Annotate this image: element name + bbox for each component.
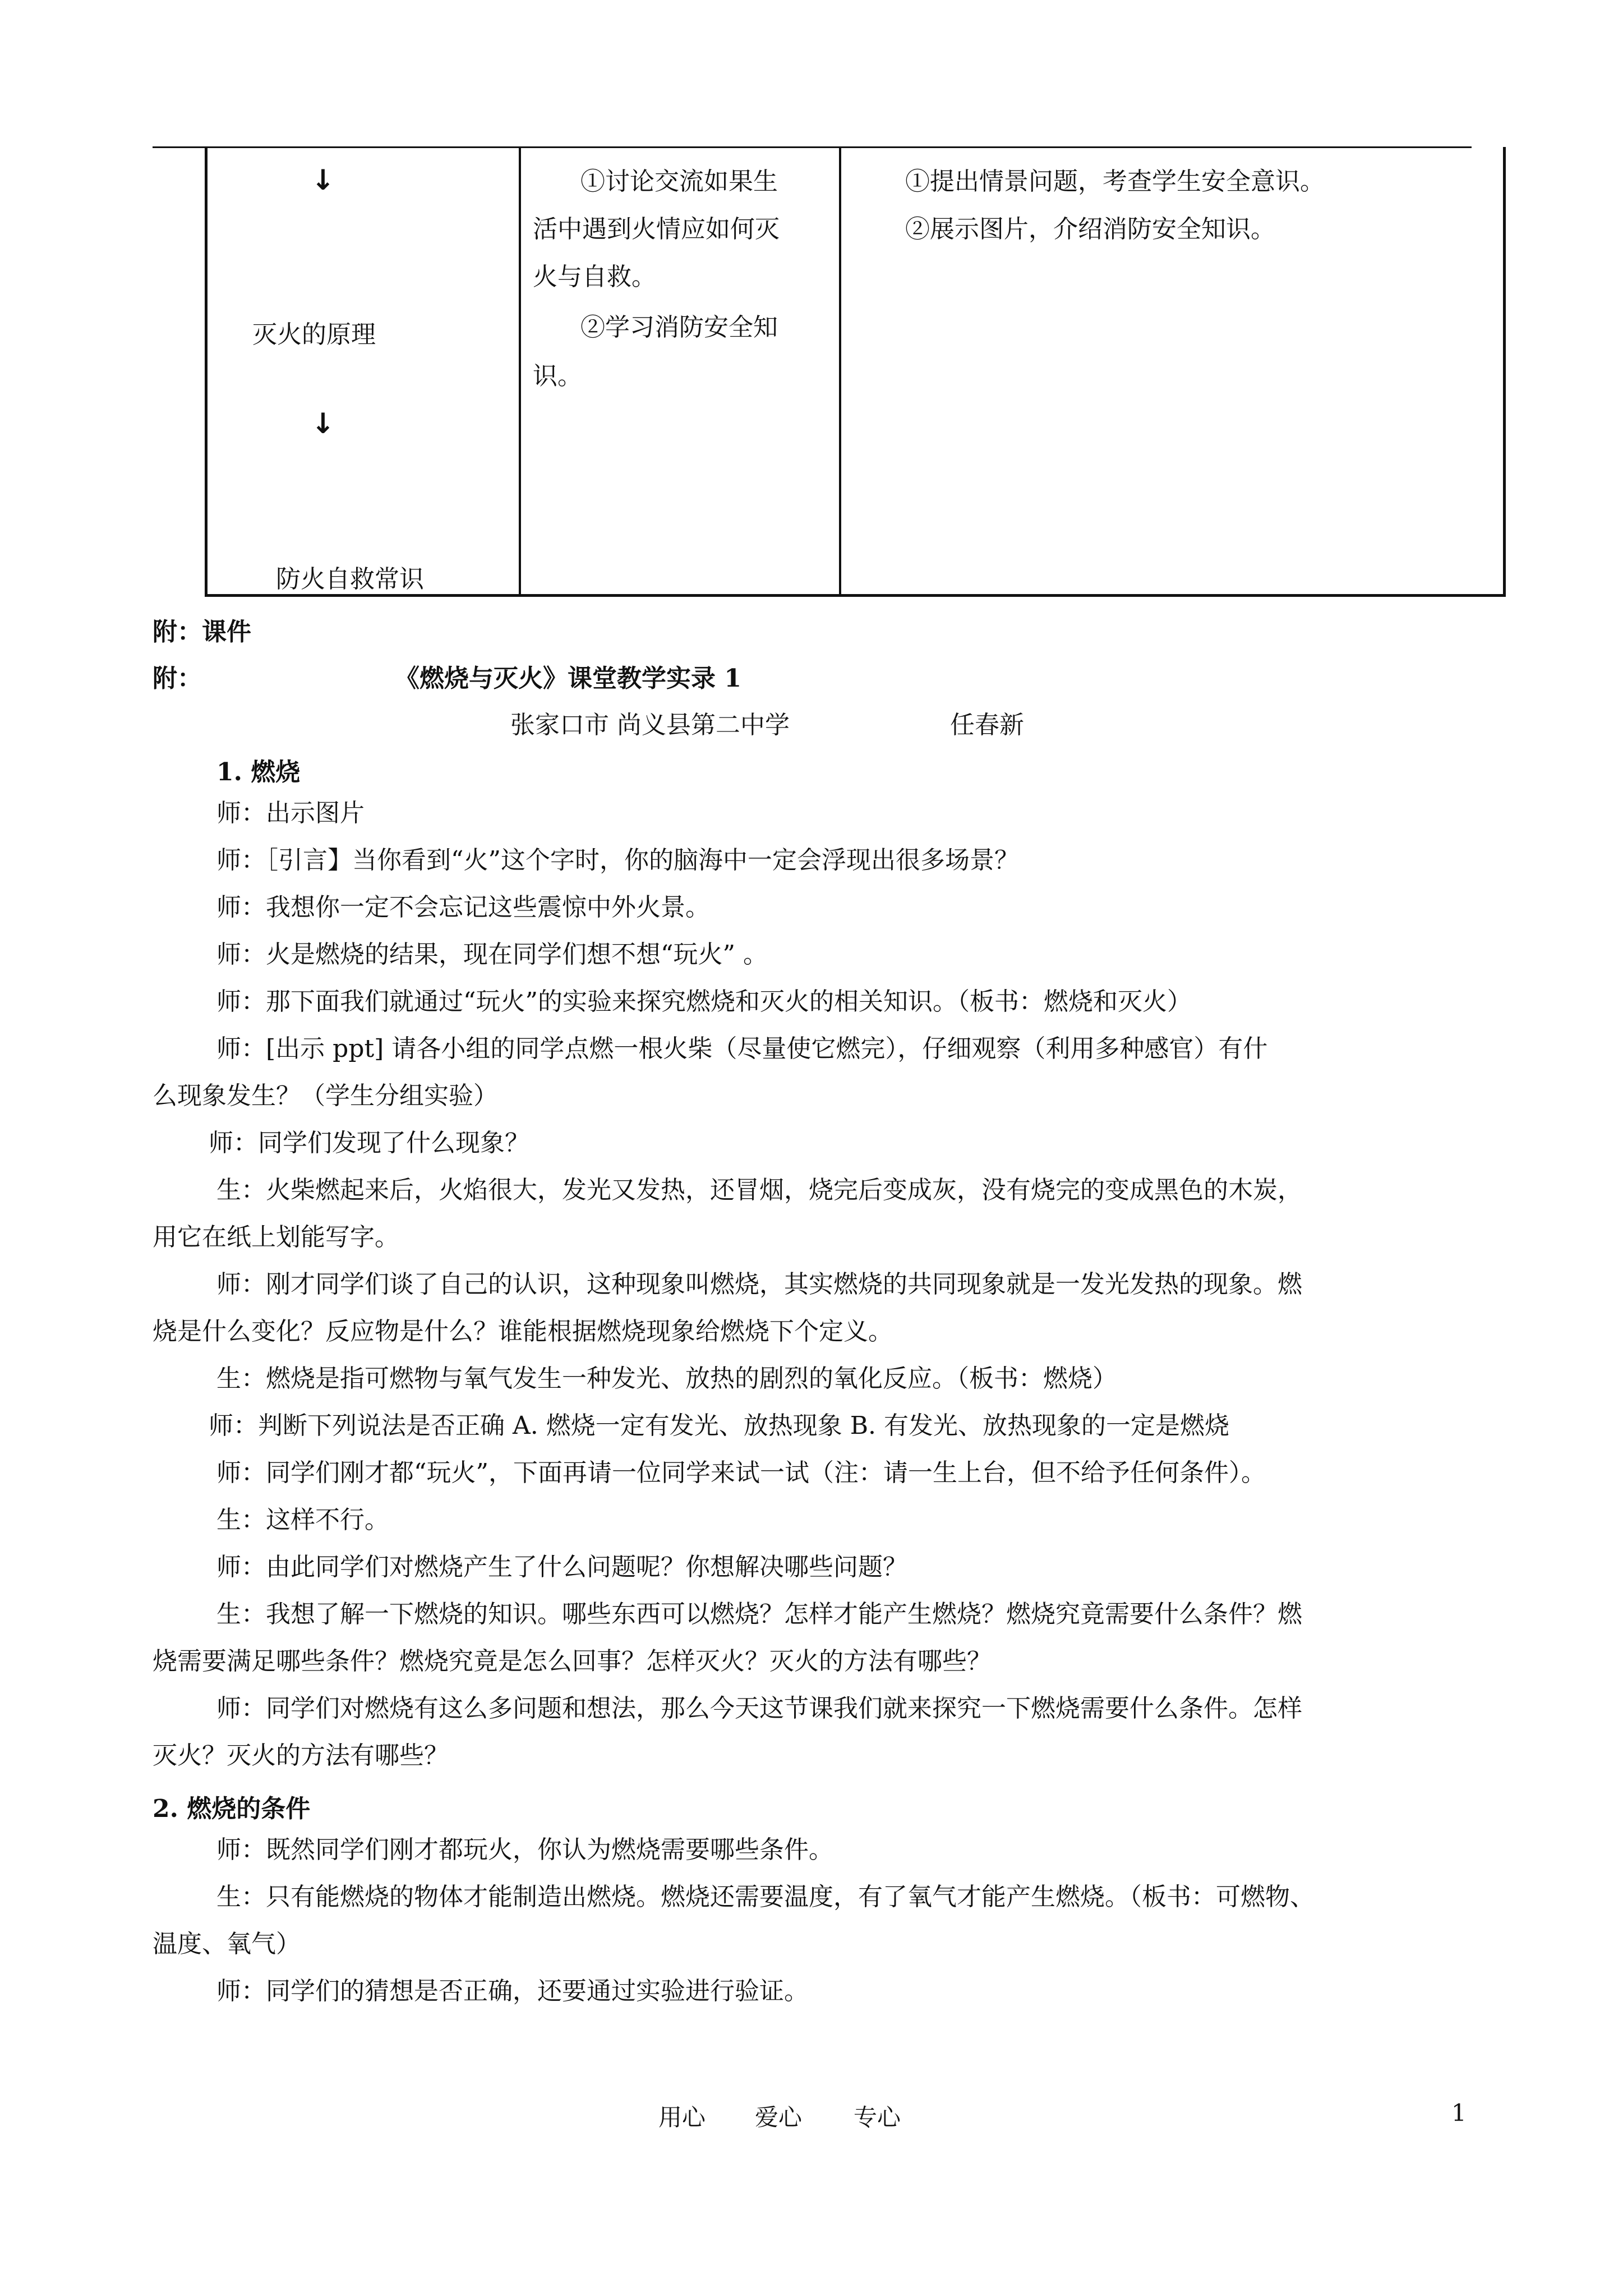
transcript-line: 师：刚才同学们谈了自己的认识，这种现象叫燃烧，其实燃烧的共同现象就是一发光发热的现象。燃 (216, 1270, 1302, 1299)
transcript-line: 灭火？灭火的方法有哪些？ (153, 1741, 449, 1770)
cell-text: 识。 (533, 362, 582, 390)
author-school: 张家口市 尚义县第二中学 (510, 711, 790, 739)
section-heading-combustion: 1. 燃烧 (216, 758, 301, 786)
flow-arrow-down-icon: ↓ (311, 164, 335, 196)
lesson-flow-table (205, 147, 1506, 597)
transcript-line: 烧需要满足哪些条件？燃烧究竟是怎么回事？怎样灭火？灭火的方法有哪些？ (153, 1647, 992, 1676)
transcript-line: 师：同学们的猜想是否正确，还要通过实验进行验证。 (216, 1977, 809, 2005)
transcript-line: 师：同学们刚才都“玩火”，下面再请一位同学来试一试（注：请一生上台，但不给予任何条件）。 (216, 1458, 1266, 1487)
footer-motto-1: 用心 (658, 2104, 706, 2131)
transcript-line: 师：[出示 ppt] 请各小组的同学点燃一根火柴（尽量使它燃完），仔细观察（利用多种感官）有什 (216, 1034, 1268, 1063)
transcript-line: 师：同学们对燃烧有这么多问题和想法，那么今天这节课我们就来探究一下燃烧需要什么条件。怎样 (216, 1694, 1302, 1723)
record-title: 《燃烧与灭火》课堂教学实录 1 (395, 664, 741, 693)
flow-step-extinguish-principle: 灭火的原理 (252, 320, 376, 349)
transcript-line: 生：只有能燃烧的物体才能制造出燃烧。燃烧还需要温度，有了氧气才能产生燃烧。（板书：可燃物、 (216, 1883, 1315, 1911)
transcript-line: 生：这样不行。 (216, 1506, 389, 1534)
cell-text: ②展示图片，介绍消防安全知识。 (905, 215, 1275, 243)
transcript-line: 师：那下面我们就通过“玩火”的实验来探究燃烧和灭火的相关知识。（板书：燃烧和灭火） (216, 987, 1192, 1016)
transcript-line: 师：我想你一定不会忘记这些震惊中外火景。 (216, 893, 710, 922)
table-column-divider (839, 147, 841, 594)
transcript-line: 温度、氧气） (153, 1930, 301, 1958)
flow-step-fire-safety: 防火自救常识 (276, 565, 424, 593)
transcript-line: 师：［引言】当你看到“火”这个字时，你的脑海中一定会浮现出很多场景？ (216, 846, 1019, 875)
table-column-divider (519, 147, 521, 594)
footer-motto-3: 专心 (854, 2104, 901, 2131)
footer-motto-2: 爱心 (755, 2104, 803, 2131)
transcript-line: 用它在纸上划能写字。 (153, 1223, 399, 1251)
transcript-line: 师：出示图片 (216, 799, 365, 827)
transcript-line: 师：判断下列说法是否正确 A. 燃烧一定有发光、放热现象 B. 有发光、放热现象的一定是燃烧 (209, 1411, 1230, 1440)
transcript-line: 么现象发生？（学生分组实验） (153, 1082, 498, 1110)
transcript-line: 生：燃烧是指可燃物与氧气发生一种发光、放热的剧烈的氧化反应。（板书：燃烧） (216, 1364, 1117, 1393)
cell-text: 活中遇到火情应如何灭 (533, 215, 780, 243)
transcript-line: 生：我想了解一下燃烧的知识。哪些东西可以燃烧？怎样才能产生燃烧？燃烧究竟需要什么条件？燃 (216, 1600, 1302, 1628)
cell-text: 火与自救。 (533, 263, 656, 291)
appendix-label: 附： (153, 664, 202, 693)
transcript-line: 师：火是燃烧的结果，现在同学们想不想“玩火” 。 (216, 940, 768, 969)
section-heading-conditions: 2. 燃烧的条件 (153, 1795, 311, 1823)
author-name: 任春新 (950, 711, 1024, 739)
transcript-line: 师：同学们发现了什么现象？ (209, 1129, 529, 1157)
transcript-line: 烧是什么变化？反应物是什么？谁能根据燃烧现象给燃烧下个定义。 (153, 1317, 893, 1346)
page-number: 1 (1451, 2099, 1467, 2127)
transcript-line: 生：火柴燃起来后，火焰很大，发光又发热，还冒烟，烧完后变成灰，没有烧完的变成黑色的木炭， (216, 1176, 1302, 1204)
cell-text: ①讨论交流如果生 (580, 167, 778, 196)
transcript-line: 师：由此同学们对燃烧产生了什么问题呢？你想解决哪些问题？ (216, 1553, 907, 1581)
cell-text: ①提出情景问题，考查学生安全意识。 (905, 167, 1325, 196)
appendix-courseware: 附：课件 (153, 618, 251, 646)
flow-arrow-down-icon: ↓ (311, 407, 335, 440)
transcript-line: 师：既然同学们刚才都玩火，你认为燃烧需要哪些条件。 (216, 1835, 833, 1864)
cell-text: ②学习消防安全知 (580, 313, 778, 342)
